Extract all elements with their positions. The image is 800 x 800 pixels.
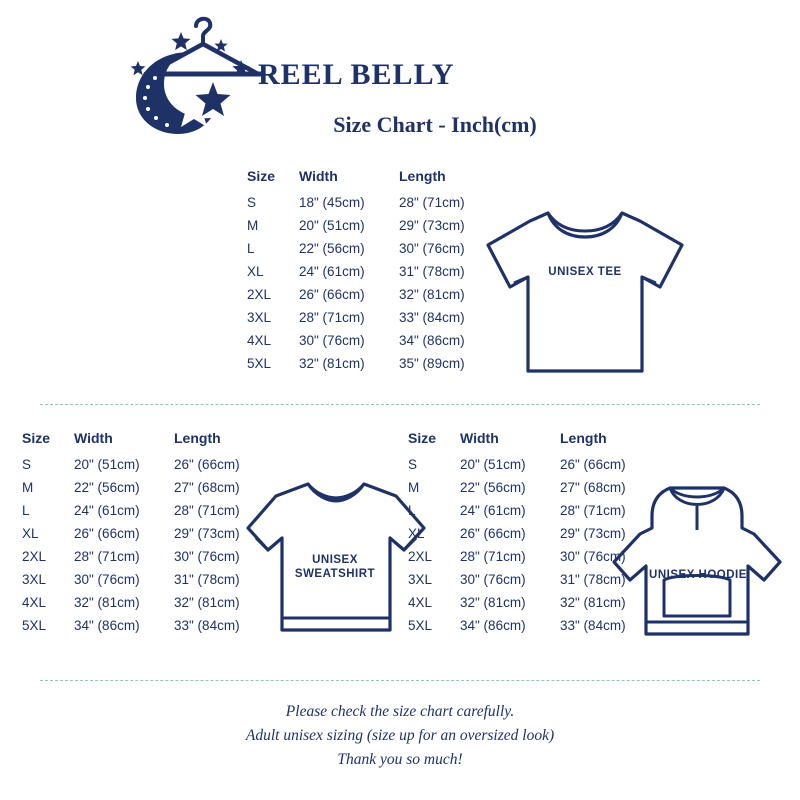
section-divider	[40, 404, 760, 405]
cell-width: 24" (61cm)	[460, 503, 526, 518]
size-table-tee	[247, 168, 495, 379]
cell-size: 5XL	[247, 356, 272, 371]
cell-width: 32" (81cm)	[460, 595, 526, 610]
table-row	[22, 526, 270, 549]
cell-width: 20" (51cm)	[299, 218, 365, 233]
cell-width: 26" (66cm)	[460, 526, 526, 541]
cell-size: S	[22, 457, 32, 472]
section-divider	[40, 680, 760, 681]
cell-size: 3XL	[247, 310, 272, 325]
cell-width: 22" (56cm)	[460, 480, 526, 495]
cell-size: S	[247, 195, 257, 210]
cell-length: 34" (86cm)	[399, 333, 465, 348]
cell-size: L	[408, 503, 416, 518]
table-row	[247, 218, 495, 241]
garment-label-hoodie: UNISEX HOODIE	[649, 569, 747, 581]
header	[0, 0, 800, 160]
cell-length: 33" (84cm)	[560, 618, 626, 633]
cell-width: 20" (51cm)	[460, 457, 526, 472]
t-shirt-icon	[470, 195, 700, 390]
garment-label-line-1: UNISEX	[312, 554, 358, 566]
table-row	[22, 618, 270, 641]
cell-size: L	[247, 241, 255, 256]
cell-size: 2XL	[22, 549, 47, 564]
footer-line-1: Please check the size chart carefully.	[285, 703, 515, 720]
cell-length: 28" (71cm)	[399, 195, 465, 210]
cell-size: 5XL	[22, 618, 47, 633]
column-header-size: Size	[247, 168, 276, 184]
cell-size: M	[408, 480, 420, 495]
cell-length: 32" (81cm)	[560, 595, 626, 610]
cell-width: 18" (45cm)	[299, 195, 365, 210]
size-table-sweatshirt	[22, 430, 270, 641]
cell-length: 35" (89cm)	[399, 356, 465, 371]
footer-note	[0, 700, 800, 772]
cell-length: 29" (73cm)	[399, 218, 465, 233]
cell-size: XL	[22, 526, 39, 541]
cell-length: 31" (78cm)	[560, 572, 626, 587]
cell-width: 22" (56cm)	[74, 480, 140, 495]
cell-length: 26" (66cm)	[174, 457, 240, 472]
column-header-size: Size	[408, 430, 437, 446]
cell-length: 29" (73cm)	[560, 526, 626, 541]
cell-length: 32" (81cm)	[174, 595, 240, 610]
garment-label-line-2: SWEATSHIRT	[294, 568, 376, 580]
table-row	[247, 333, 495, 356]
brand-name: REEL BELLY	[258, 58, 455, 91]
t-shirt-illustration	[470, 195, 700, 390]
column-header-width: Width	[299, 168, 338, 184]
table-row	[247, 310, 495, 333]
cell-size: XL	[408, 526, 425, 541]
table-row	[22, 480, 270, 503]
cell-length: 29" (73cm)	[174, 526, 240, 541]
cell-width: 30" (76cm)	[460, 572, 526, 587]
cell-width: 28" (71cm)	[74, 549, 140, 564]
cell-size: 5XL	[408, 618, 433, 633]
cell-size: 4XL	[247, 333, 272, 348]
cell-size: XL	[247, 264, 264, 279]
table-row	[247, 264, 495, 287]
cell-width: 34" (86cm)	[74, 618, 140, 633]
table-header-row	[22, 430, 270, 457]
hoodie-illustration	[608, 470, 783, 655]
cell-length: 28" (71cm)	[560, 503, 626, 518]
column-header-width: Width	[74, 430, 113, 446]
cell-width: 22" (56cm)	[299, 241, 365, 256]
cell-length: 32" (81cm)	[399, 287, 465, 302]
cell-size: 2XL	[247, 287, 272, 302]
table-row	[22, 572, 270, 595]
cell-length: 30" (76cm)	[174, 549, 240, 564]
cell-length: 30" (76cm)	[560, 549, 626, 564]
column-header-length: Length	[399, 168, 446, 184]
cell-size: M	[247, 218, 259, 233]
garment-label-tee: UNISEX TEE	[548, 266, 622, 278]
table-row	[22, 595, 270, 618]
cell-length: 30" (76cm)	[399, 241, 465, 256]
column-header-width: Width	[460, 430, 499, 446]
cell-length: 27" (68cm)	[560, 480, 626, 495]
cell-length: 31" (78cm)	[174, 572, 240, 587]
table-header-row	[247, 168, 495, 195]
cell-width: 30" (76cm)	[299, 333, 365, 348]
cell-width: 34" (86cm)	[460, 618, 526, 633]
column-header-length: Length	[560, 430, 607, 446]
cell-width: 26" (66cm)	[299, 287, 365, 302]
cell-width: 26" (66cm)	[74, 526, 140, 541]
cell-size: 3XL	[408, 572, 433, 587]
garment-label-sweatshirt	[255, 553, 415, 581]
table-row	[247, 241, 495, 264]
cell-width: 24" (61cm)	[74, 503, 140, 518]
cell-size: M	[22, 480, 34, 495]
cell-width: 20" (51cm)	[74, 457, 140, 472]
column-header-length: Length	[174, 430, 221, 446]
column-header-size: Size	[22, 430, 51, 446]
table-row	[22, 457, 270, 480]
cell-size: 2XL	[408, 549, 433, 564]
cell-length: 33" (84cm)	[174, 618, 240, 633]
table-row	[247, 356, 495, 379]
page-title: Size Chart - Inch(cm)	[333, 112, 537, 137]
cell-width: 24" (61cm)	[299, 264, 365, 279]
cell-width: 32" (81cm)	[299, 356, 365, 371]
cell-size: 3XL	[22, 572, 47, 587]
table-row	[247, 287, 495, 310]
cell-length: 28" (71cm)	[174, 503, 240, 518]
table-row	[247, 195, 495, 218]
cell-length: 31" (78cm)	[399, 264, 465, 279]
cell-width: 32" (81cm)	[74, 595, 140, 610]
cell-size: S	[408, 457, 418, 472]
cell-size: 4XL	[22, 595, 47, 610]
table-header-row	[408, 430, 656, 457]
cell-length: 27" (68cm)	[174, 480, 240, 495]
cell-width: 30" (76cm)	[74, 572, 140, 587]
hoodie-icon	[608, 470, 783, 655]
table-row	[22, 549, 270, 572]
cell-width: 28" (71cm)	[299, 310, 365, 325]
footer-line-3: Thank you so much!	[337, 751, 463, 768]
footer-line-2: Adult unisex sizing (size up for an oversized look)	[245, 727, 555, 744]
cell-size: L	[22, 503, 30, 518]
cell-size: 4XL	[408, 595, 433, 610]
table-row	[22, 503, 270, 526]
cell-length: 26" (66cm)	[560, 457, 626, 472]
cell-length: 33" (84cm)	[399, 310, 465, 325]
cell-width: 28" (71cm)	[460, 549, 526, 564]
